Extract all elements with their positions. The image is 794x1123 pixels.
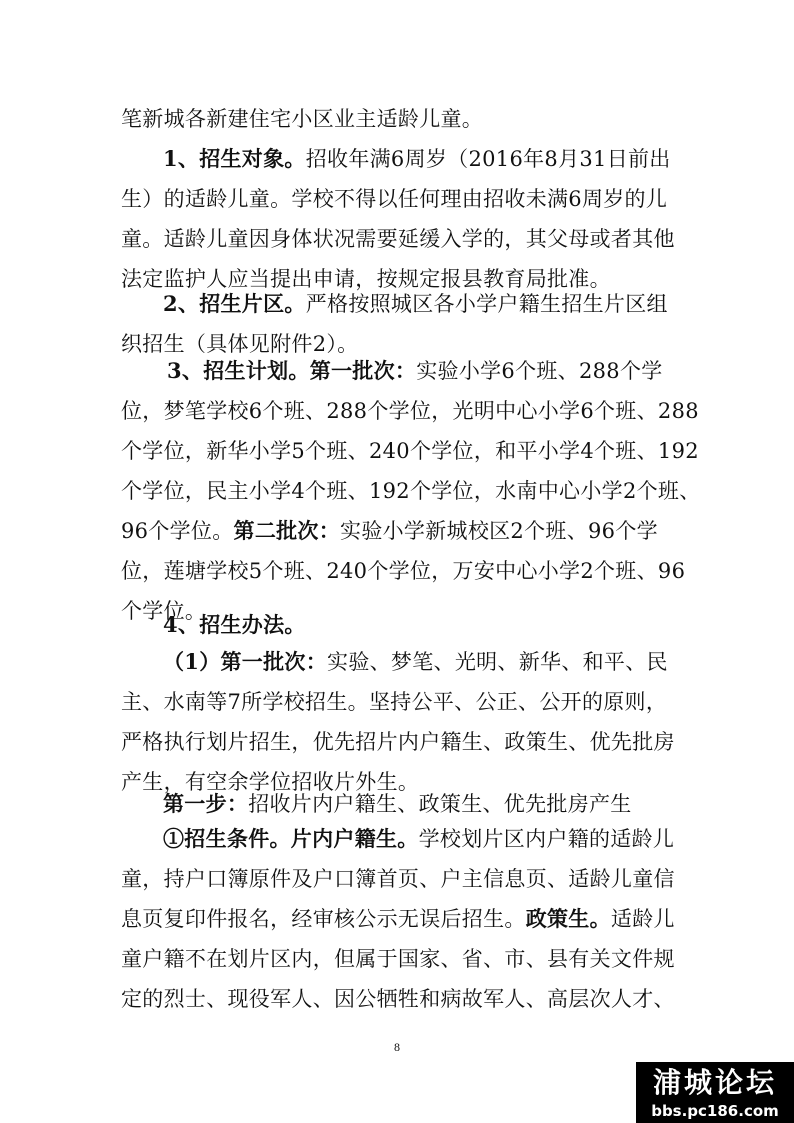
text-line: 主、水南等7所学校招生。坚持公平、公正、公开的原则， <box>121 690 668 714</box>
text-line: 实验、梦笔、光明、新华、和平、民 <box>327 650 668 674</box>
section-heading: 第二批次： <box>233 518 341 543</box>
section-heading: ①招生条件。片内户籍生。 <box>163 826 419 851</box>
section-heading: 2、招生片区。 <box>163 291 306 316</box>
section-heading: 政策生。 <box>525 906 611 931</box>
watermark-title: 浦城论坛 <box>652 1066 777 1099</box>
text-line: 96个学位。 <box>121 519 234 543</box>
section-heading: 1、招生对象。 <box>163 146 306 171</box>
text-line: 生）的适龄儿童。学校不得以任何理由招收未满6周岁的儿 <box>121 187 668 211</box>
text-line: 息页复印件报名，经审核公示无误后招生。 <box>121 907 526 931</box>
text-line: 严格按照城区各小学户籍生招生片区组 <box>305 292 668 316</box>
text-line: 实验小学新城校区2个班、96个学 <box>340 519 658 543</box>
text-line: 位，梦笔学校6个班、288个学位，光明中心小学6个班、288 <box>121 399 699 423</box>
watermark-url: bbs.pc186.com <box>651 1102 779 1120</box>
forum-watermark <box>636 1062 794 1123</box>
paragraph-enrollment-conditions <box>121 819 674 1019</box>
text-line: 个学位。 <box>121 599 207 623</box>
section-heading: 3、招生计划。第一批次： <box>167 358 417 383</box>
text-line: 童户籍不在划片区内，但属于国家、省、市、县有关文件规 <box>121 947 675 971</box>
text-line: 法定监护人应当提出申请，按规定报县教育局批准。 <box>121 267 611 291</box>
text-line: 适龄儿 <box>610 907 675 931</box>
text-line: 学校划片区内户籍的适龄儿 <box>418 827 675 851</box>
paragraph-enrollment-method <box>121 605 674 645</box>
text-line: 定的烈士、现役军人、因公牺牲和病故军人、高层次人才、 <box>121 987 675 1011</box>
paragraph-enrollment-plan <box>121 351 701 631</box>
page-number: 8 <box>394 1040 400 1054</box>
text-line: 招收年满6周岁（2016年8月31日前出 <box>305 147 671 171</box>
paragraph-enrollment-target <box>121 139 674 299</box>
text-line: 产生，有空余学位招收片外生。 <box>121 770 420 794</box>
section-heading: 第一步： <box>163 791 249 816</box>
text-line: 实验小学6个班、288个学 <box>416 359 663 383</box>
section-heading: 4、招生办法。 <box>163 612 306 637</box>
paragraph-first-batch <box>121 642 674 802</box>
text-line: 严格执行划片招生，优先招片内户籍生、政策生、优先批房 <box>121 730 675 754</box>
section-heading: （1）第一批次： <box>163 649 328 674</box>
text-line: 童。适龄儿童因身体状况需要延缓入学的，其父母或者其他 <box>121 227 675 251</box>
paragraph-continuation <box>121 99 674 139</box>
text-line: 笔新城各新建住宅小区业主适龄儿童。 <box>121 107 484 131</box>
text-line: 个学位，新华小学5个班、240个学位，和平小学4个班、192 <box>121 439 699 463</box>
text-line: 童，持户口簿原件及户口簿首页、户主信息页、适龄儿童信 <box>121 867 675 891</box>
paragraph-step-one <box>121 784 674 824</box>
text-line: 位，莲塘学校5个班、240个学位，万安中心小学2个班、96 <box>121 559 686 583</box>
text-line: 个学位，民主小学4个班、192个学位，水南中心小学2个班、 <box>121 479 701 503</box>
text-line: 招收片内户籍生、政策生、优先批房产生 <box>248 792 632 816</box>
text-line: 织招生（具体见附件2）。 <box>121 332 359 356</box>
